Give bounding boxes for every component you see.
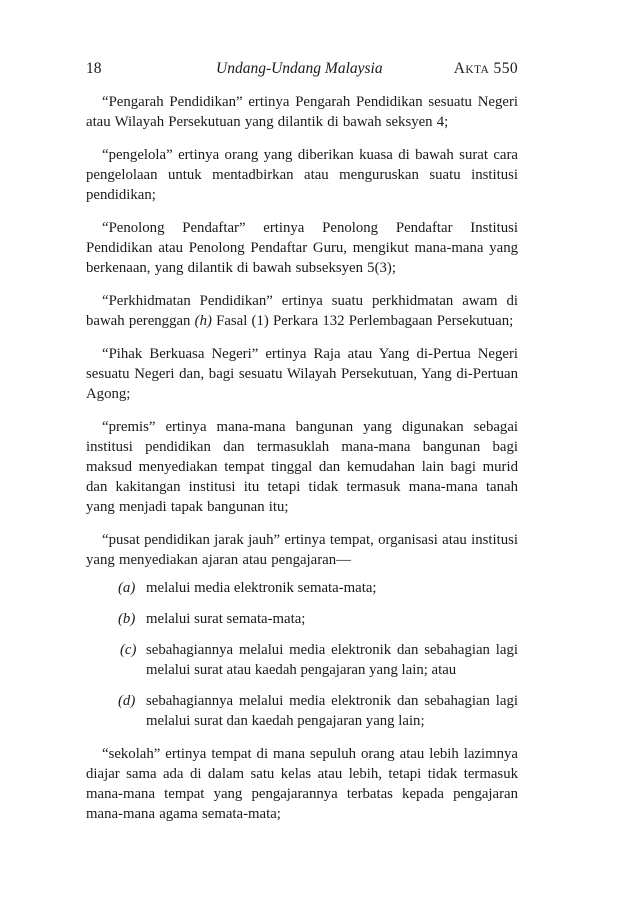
- sub-item-label: (b): [118, 611, 136, 627]
- sub-item: [86, 578, 518, 598]
- page-number: 18: [86, 60, 102, 77]
- act-reference: [454, 60, 518, 78]
- definition-penolong-pendaftar: “Penolong Pendaftar” ertinya Penolong Pendaftar Institusi Pendidikan atau Penolong Pendaftar Guru, mengikut mana-mana yang berkenaan, yang dilantik di bawah subseksyen 5(3);: [86, 220, 518, 276]
- definition-pengelola: “pengelola” ertinya orang yang diberikan kuasa di bawah surat cara pengelolaan untuk mentadbirkan atau menguruskan suatu institusi pendidikan;: [86, 147, 518, 203]
- definition-perkhidmatan-pendidikan: [86, 291, 518, 331]
- sub-item-label: (c): [120, 642, 137, 658]
- sub-item: [86, 609, 518, 629]
- definition-sekolah: “sekolah” ertinya tempat di mana sepuluh orang atau lebih lazimnya diajar sama ada di dalam satu kelas atau lebih, tetapi tidak termasuk mana-mana tempat yang pengajarannya terbatas kepada pengajaran mana-mana agama semata-mata;: [86, 746, 518, 822]
- sub-item-text: melalui surat semata-mata;: [146, 611, 306, 627]
- sub-item-text: sebahagiannya melalui media elektronik dan sebahagian lagi melalui surat atau kaedah pengajaran yang lain; atau: [146, 642, 518, 678]
- page-body: [86, 92, 518, 837]
- sub-item-text: sebahagiannya melalui media elektronik dan sebahagian lagi melalui surat dan kaedah pengajaran yang lain;: [146, 693, 518, 729]
- sub-item-label: (a): [118, 580, 136, 596]
- sub-item-text: melalui media elektronik semata-mata;: [146, 580, 377, 596]
- page-header: [86, 60, 518, 84]
- definition-pusat-pendidikan-jarak-jauh: “pusat pendidikan jarak jauh” ertinya tempat, organisasi atau institusi yang menyediakan ajaran atau pengajaran—: [86, 532, 518, 568]
- paragraph-reference: (h): [194, 313, 212, 329]
- definition-text-part: “Perkhidmatan Pendidikan” ertinya suatu perkhidmatan awam di bawah perenggan: [86, 293, 518, 329]
- sub-item: [86, 640, 518, 680]
- definition-pengarah-pendidikan: “Pengarah Pendidikan” ertinya Pengarah Pendidikan sesuatu Negeri atau Wilayah Persekutuan yang dilantik di bawah seksyen 4;: [86, 94, 518, 130]
- act-number: 550: [493, 60, 518, 77]
- running-title: Undang-Undang Malaysia: [216, 60, 383, 77]
- act-word-initial: A: [453, 60, 466, 77]
- definition-premis: “premis” ertinya mana-mana bangunan yang digunakan sebagai institusi pendidikan dan termasuklah mana-mana bangunan bagi maksud menyediakan tempat tinggal dan kemudahan lain bagi murid dan kakitangan institusi itu tetapi tidak termasuk mana-mana tanah yang menjadi tapak bangunan itu;: [86, 419, 518, 515]
- definition-text-part: Fasal (1) Perkara 132 Perlembagaan Persekutuan;: [211, 313, 514, 329]
- definition-pihak-berkuasa-negeri: “Pihak Berkuasa Negeri” ertinya Raja atau Yang di-Pertua Negeri sesuatu Negeri dan, bagi sesuatu Wilayah Persekutuan, Yang di-Pertuan Agong;: [86, 346, 518, 402]
- sub-item-label: (d): [118, 693, 136, 709]
- sub-item: [86, 691, 518, 731]
- definition-sub-items: [86, 578, 518, 731]
- act-word-rest: KTA: [465, 64, 490, 76]
